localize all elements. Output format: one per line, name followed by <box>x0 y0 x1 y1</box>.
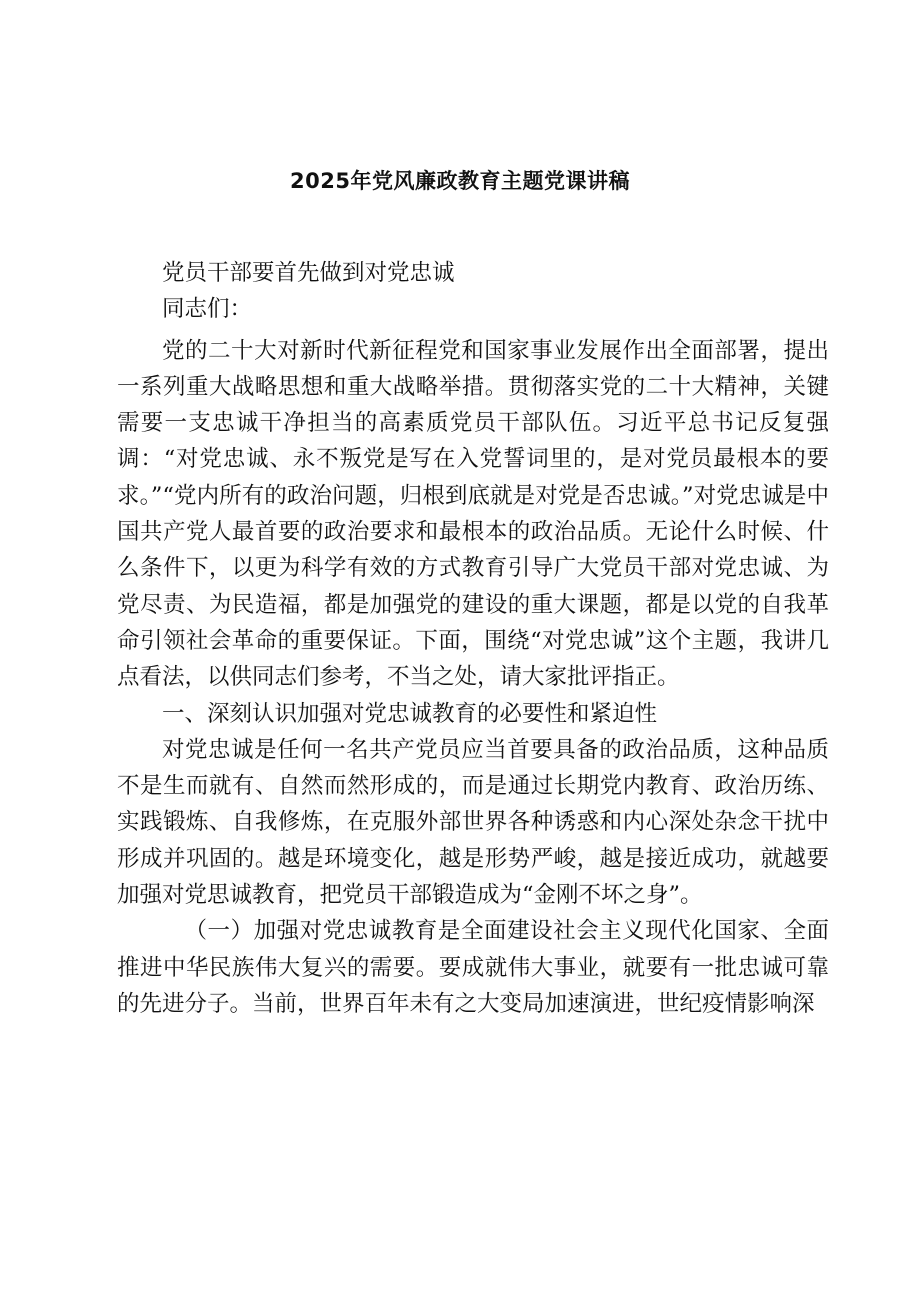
document-title: 2025年党风廉政教育主题党课讲稿 <box>290 169 630 193</box>
subtitle-paragraph: 党员干部要首先做到对党忠诚 <box>162 260 455 286</box>
intro-paragraph: 党的二十大对新时代新征程党和国家事业发展作出全面部署，提出一系列重大战略思想和重大战略举措。贯彻落实党的二十大精神，关键需要一支忠诚干净担当的高素质党员干部队伍。习近平总书记反复强调：“对党忠诚、永不叛党是写在入党誓词里的，是对党员最根本的要求。”“党内所有的政治问题，归根到底就是对党是否忠诚。”对党忠诚是中国共产党人最首要的政治要求和最根本的政治品质。无论什么时候、什么条件下，以更为科学有效的方式教育引导广大党员干部对党忠诚、为党尽责、为民造福，都是加强党的建设的重大课题，都是以党的自我革命引领社会革命的重要保证。下面，围绕“对党忠诚”这个主题，我讲几点看法，以供同志们参考，不当之处，请大家批评指正。 <box>117 337 829 691</box>
section-paragraph: 对党忠诚是任何一名共产党员应当首要具备的政治品质，这种品质不是生而就有、自然而然形成的，而是通过长期党内教育、政治历练、实践锻炼、自我修炼，在克服外部世界各种诱惑和内心深处杂念干扰中形成并巩固的。越是环境变化，越是形势严峻，越是接近成功，就越要加强对党思诚教育，把党员干部锻造成为“金刚不坏之身”。 <box>117 736 829 909</box>
subsection-paragraph: （一）加强对党忠诚教育是全面建设社会主义现代化国家、全面推进中华民族伟大复兴的需要。要成就伟大事业，就要有一批忠诚可靠的先进分子。当前，世界百年未有之大变局加速演进，世纪疫情影响深 <box>117 918 829 1017</box>
section-heading: 一、深刻认识加强对党忠诚教育的必要性和紧迫性 <box>162 700 658 727</box>
greeting-paragraph: 同志们： <box>162 296 253 323</box>
document-body <box>117 255 829 1022</box>
